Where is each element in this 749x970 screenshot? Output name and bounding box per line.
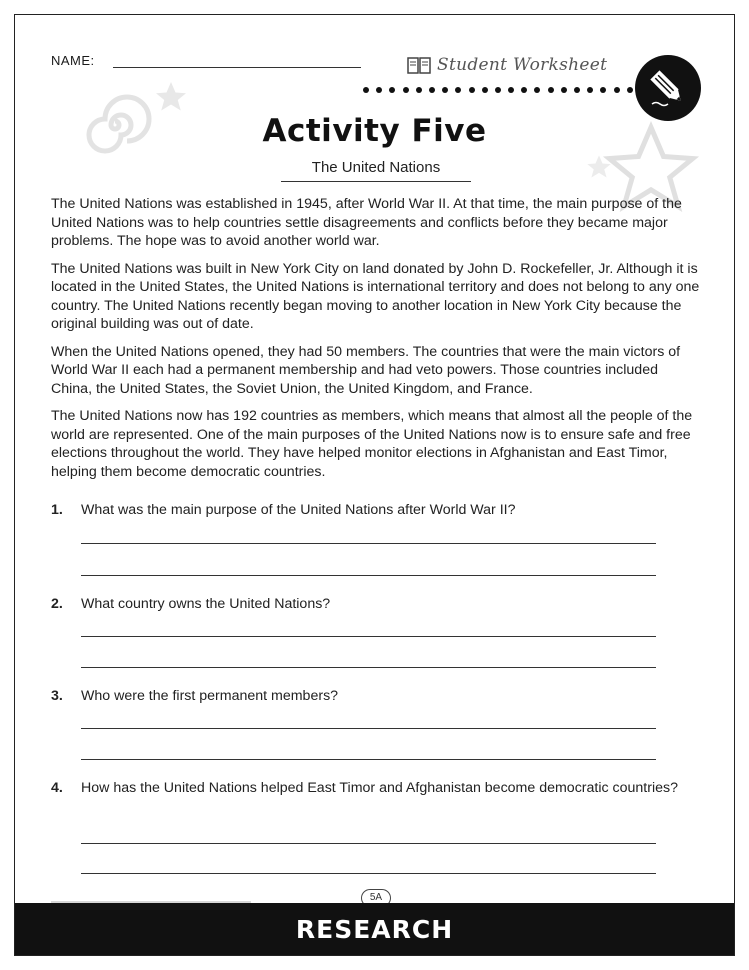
answer-line[interactable]: [81, 873, 656, 874]
book-icon: [407, 55, 431, 75]
answer-line[interactable]: [81, 843, 656, 844]
dotted-divider: [363, 87, 633, 93]
answer-line[interactable]: [81, 575, 656, 576]
small-star-decoration-icon: [585, 153, 613, 181]
section-label: RESEARCH: [295, 914, 454, 944]
answer-line[interactable]: [81, 543, 656, 544]
page-subtitle: The United Nations: [281, 159, 471, 182]
worksheet-page: [14, 14, 735, 956]
question-number: 4.: [51, 780, 63, 796]
answer-line[interactable]: [81, 667, 656, 668]
student-worksheet-label: Student Worksheet: [437, 55, 608, 75]
star-decoration-icon: [153, 79, 189, 115]
section-banner: [15, 903, 734, 955]
reading-passage: [51, 195, 701, 490]
pencil-badge: [635, 55, 701, 121]
paragraph: The United Nations was established in 1945, after World War II. At that time, the main purpose of the United Nations was to help countries settle disagreements and conflicts before they became major problems. The hope was to avoid another world war.: [51, 196, 682, 249]
answer-line[interactable]: [81, 759, 656, 760]
question-text: Who were the first permanent members?: [81, 688, 339, 704]
question-number: 2.: [51, 596, 63, 612]
question-text: What was the main purpose of the United Nations after World War II?: [81, 502, 516, 518]
page-title: Activity Five: [262, 113, 487, 149]
question-number: 3.: [51, 688, 63, 704]
page-number: 5A: [361, 889, 391, 907]
question-number: 1.: [51, 502, 63, 518]
pencil-icon: [646, 66, 690, 110]
answer-line[interactable]: [81, 728, 656, 729]
student-worksheet-header: [407, 55, 607, 75]
name-label: NAME:: [51, 53, 95, 68]
question-text: How has the United Nations helped East Timor and Afghanistan become democratic countries?: [81, 780, 678, 796]
question-text: What country owns the United Nations?: [81, 596, 331, 612]
answer-line[interactable]: [81, 636, 656, 637]
paragraph: When the United Nations opened, they had 50 members. The countries that were the main victors of World War II each had a permanent membership and had veto powers. Those countries included China, the United States, the Soviet Union, the United Kingdom, and France.: [51, 343, 681, 397]
paragraph: The United Nations now has 192 countries as members, which means that almost all the people of the world are represented. One of the main purposes of the United Nations now is to ensure safe and free elections throughout the world. They have helped monitor elections in Afghanistan and East Timor, helping them become democratic countries.: [51, 408, 693, 480]
name-field-line[interactable]: [113, 67, 361, 68]
paragraph: The United Nations was built in New York City on land donated by John D. Rockefeller, Jr. Although it is located in the United States, the United Nations is international territory and does not belong to any one country. The United Nations recently began moving to another location in New York City because the original building was out of date.: [51, 260, 700, 332]
